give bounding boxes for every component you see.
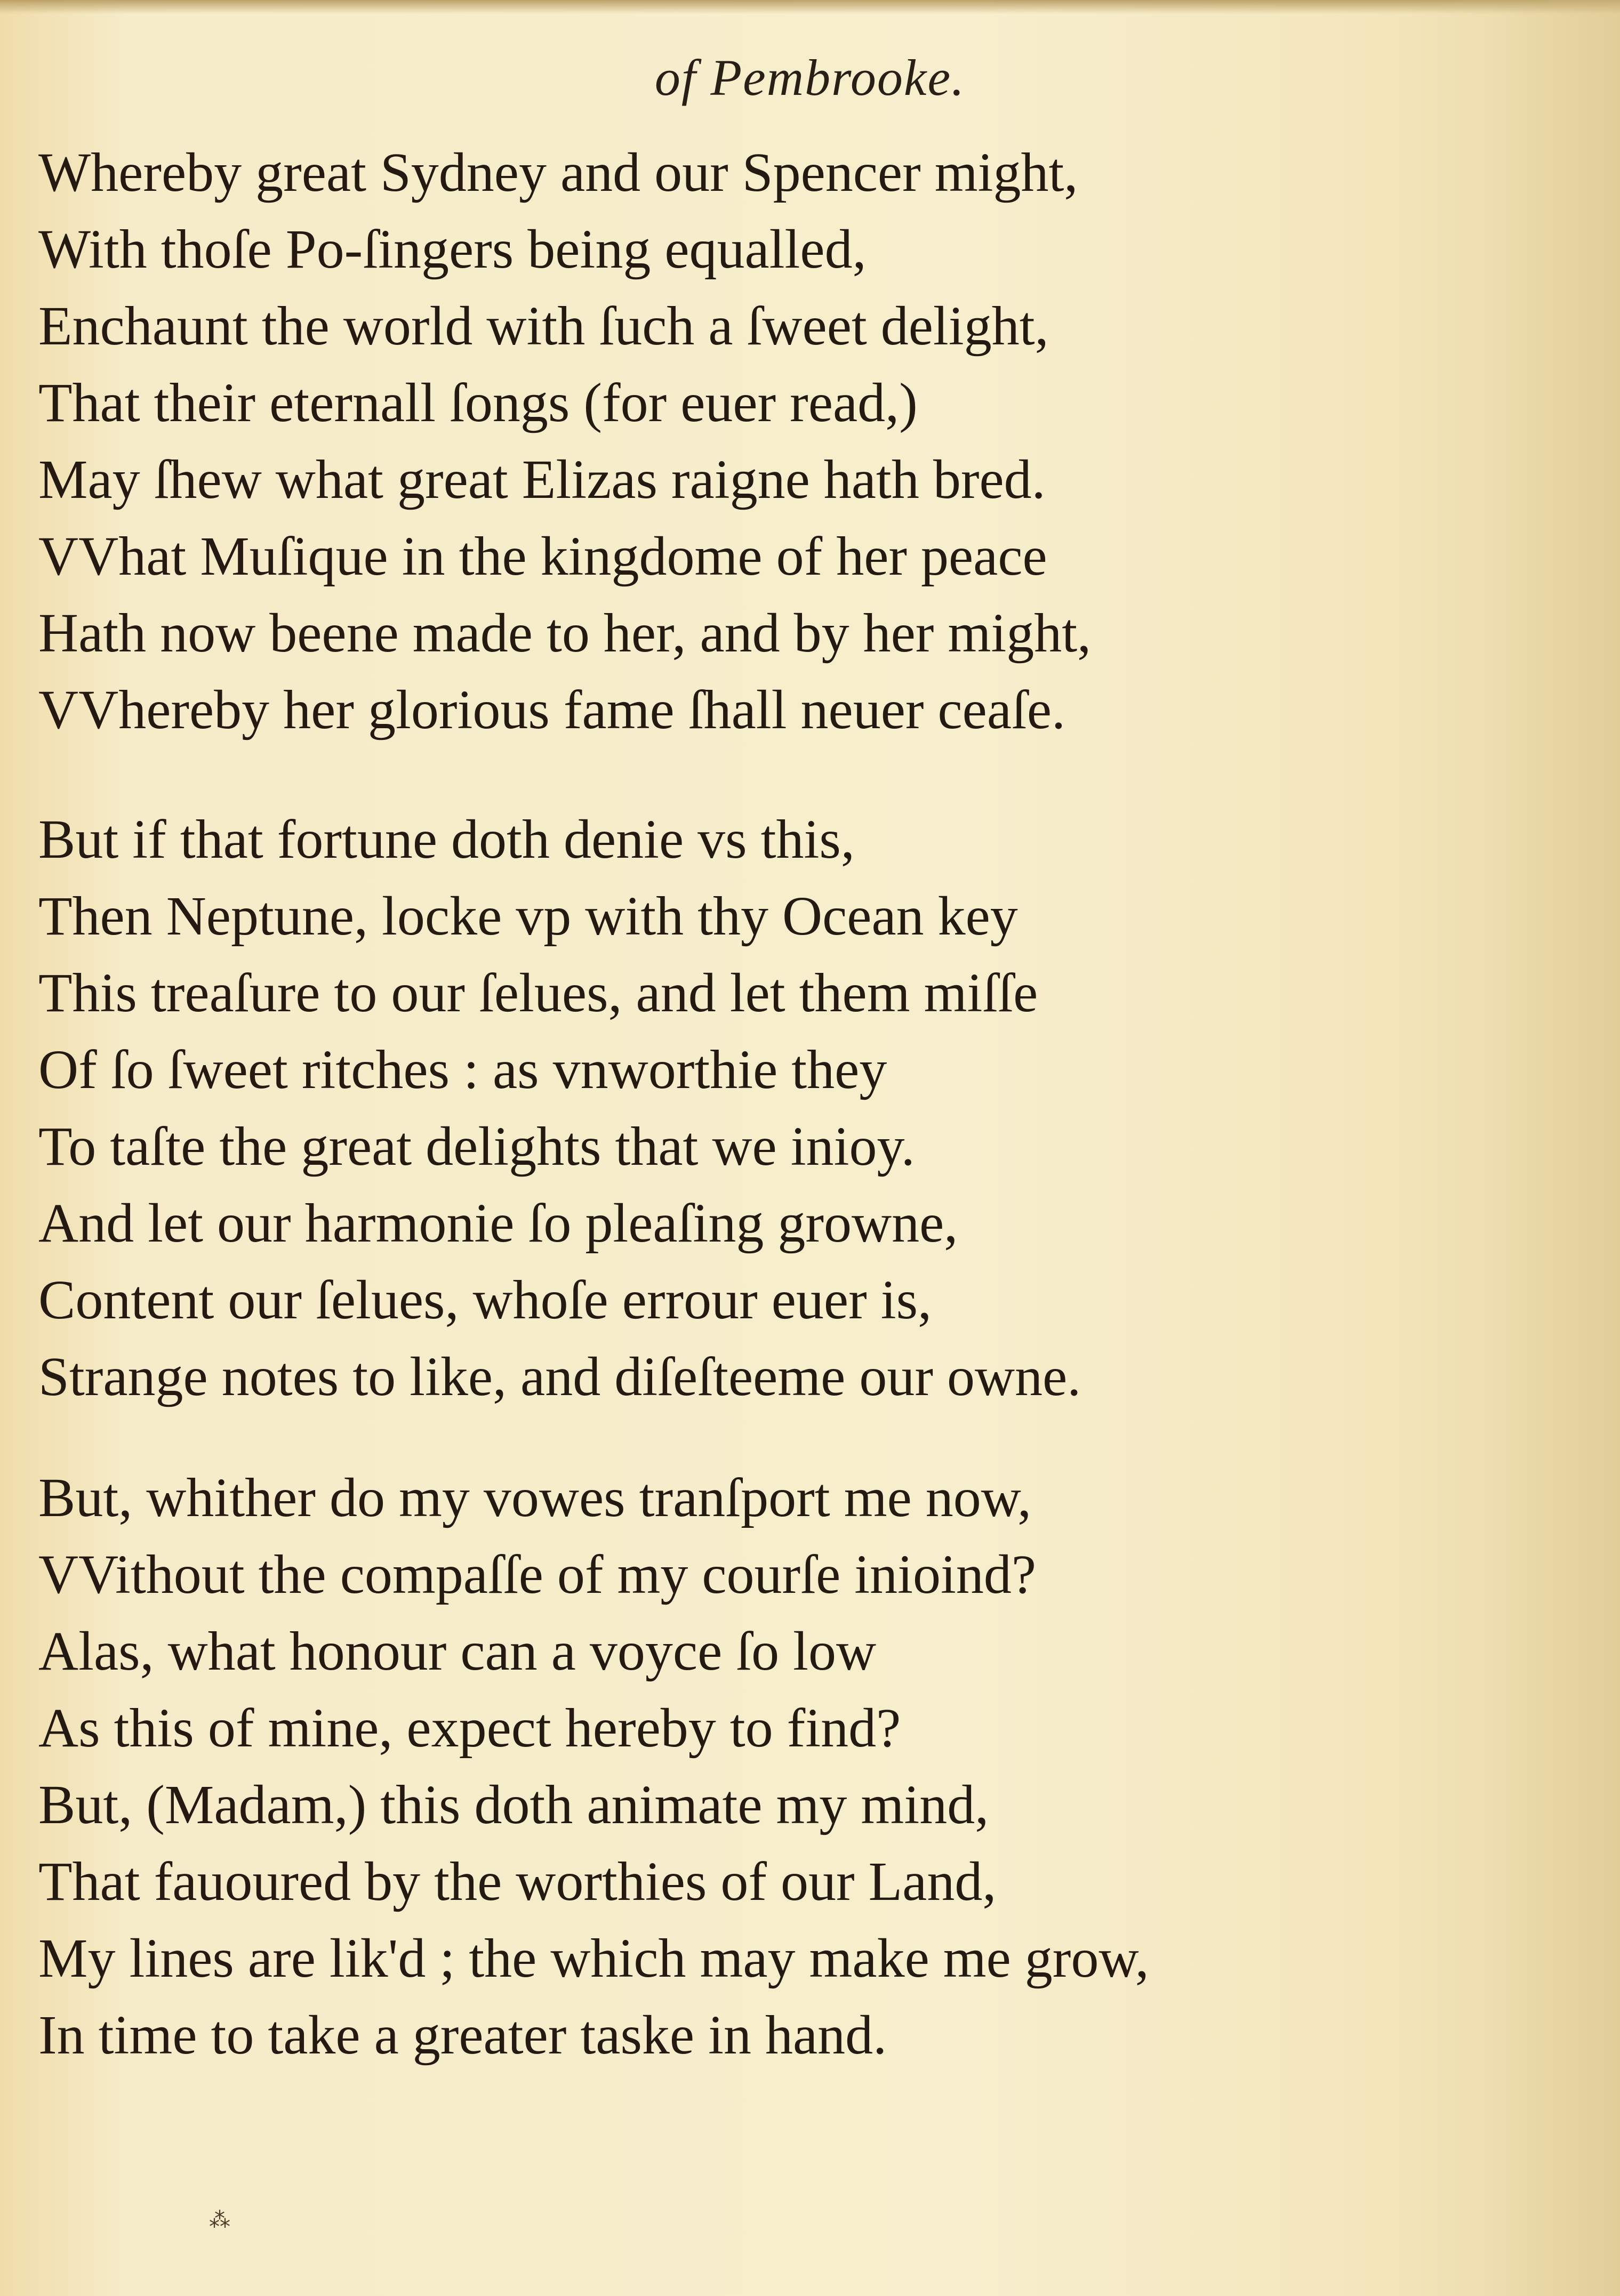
verse-line: VVithout the compaſſe of my courſe inioind? xyxy=(38,1544,1037,1605)
running-head: of Pembrooke. xyxy=(654,49,966,106)
verse-line: This treaſure to our ſelues, and let them miſſe xyxy=(38,962,1038,1024)
verse-line: Of ſo ſweet ritches : as vnworthie they xyxy=(38,1039,887,1100)
verse-line: VVhat Muſique in the kingdome of her peace xyxy=(38,526,1047,587)
verse-line: Hath now beene made to her, and by her might, xyxy=(38,602,1092,664)
verse-line: VVhereby her glorious fame ſhall neuer ceaſe. xyxy=(38,679,1066,740)
verse-line: Content our ſelues, whoſe errour euer is, xyxy=(38,1269,932,1331)
page-edge-show-through xyxy=(1396,0,1620,2296)
stanza-3 xyxy=(38,1460,1149,2074)
verse-line: Strange notes to like, and diſeſteeme our owne. xyxy=(38,1346,1081,1407)
stanza-1 xyxy=(38,134,1091,748)
verse-line: Alas, what honour can a voyce ſo low xyxy=(38,1621,877,1682)
verse-line: With thoſe Po-ſingers being equalled, xyxy=(38,219,867,280)
verse-line: But, whither do my vowes tranſport me now, xyxy=(38,1467,1032,1528)
page-top-shadow xyxy=(0,0,1620,14)
verse-line: That fauoured by the worthies of our Land, xyxy=(38,1851,997,1912)
ink-speck: ⁂ xyxy=(209,2208,230,2233)
verse-line: But, (Madam,) this doth animate my mind, xyxy=(38,1774,989,1835)
verse-line: As this of mine, expect hereby to find? xyxy=(38,1697,901,1759)
verse-line: Enchaunt the world with ſuch a ſweet delight, xyxy=(38,295,1049,357)
verse-line: Whereby great Sydney and our Spencer might, xyxy=(38,142,1078,203)
verse-line: In time to take a greater taske in hand. xyxy=(38,2004,887,2066)
verse-line: To taſte the great delights that we inioy. xyxy=(38,1116,915,1177)
stanza-2 xyxy=(38,801,1081,1415)
verse-line: That their eternall ſongs (for euer read,) xyxy=(38,372,918,433)
verse-line: My lines are lik'd ; the which may make me grow, xyxy=(38,1928,1149,1989)
verse-line: But if that fortune doth denie vs this, xyxy=(38,809,855,870)
verse-line: May ſhew what great Elizas raigne hath bred. xyxy=(38,449,1046,510)
verse-line: And let our harmonie ſo pleaſing growne, xyxy=(38,1193,958,1254)
verse-line: Then Neptune, locke vp with thy Ocean key xyxy=(38,885,1018,947)
